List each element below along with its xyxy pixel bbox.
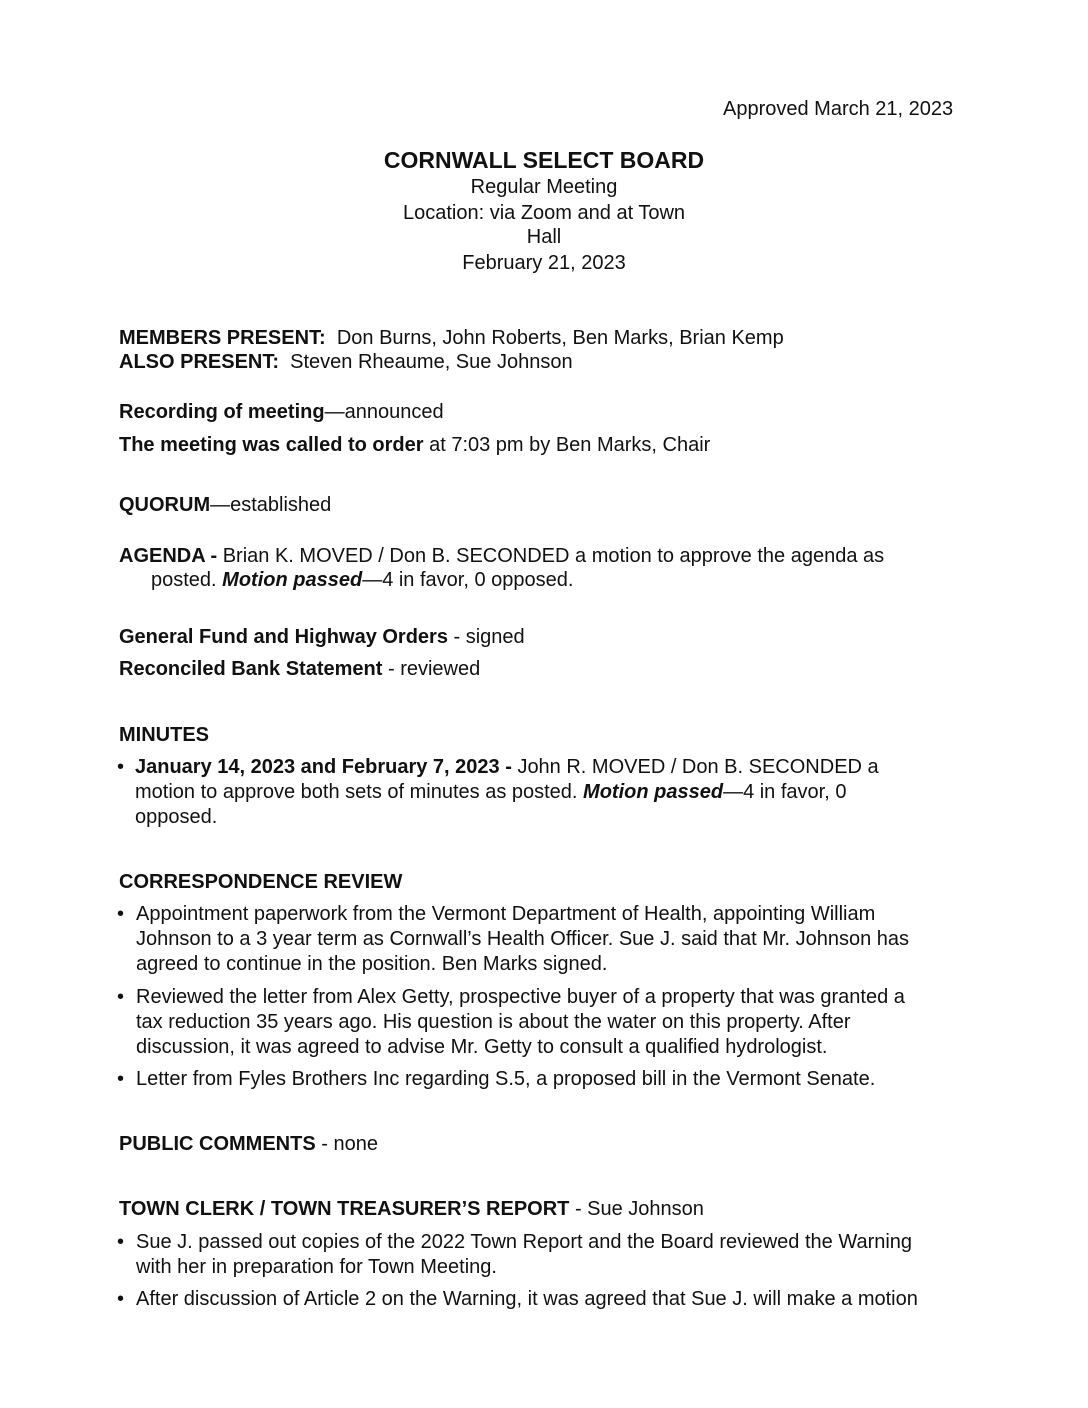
members-present-names: Don Burns, John Roberts, Ben Marks, Brian Kemp bbox=[336, 327, 784, 349]
meeting-location-line1: Location: via Zoom and at Town bbox=[402, 202, 686, 224]
correspondence-item-2-line1: Reviewed the letter from Alex Getty, prospective buyer of a property that was granted a bbox=[136, 986, 905, 1008]
minutes-line1 bbox=[135, 755, 879, 779]
correspondence-item-3-line1: Letter from Fyles Brothers Inc regarding S.5, a proposed bill in the Vermont Senate. bbox=[136, 1068, 876, 1090]
agenda-label: AGENDA - bbox=[119, 545, 223, 567]
minutes-text: John R. MOVED / Don B. SECONDED a bbox=[517, 756, 879, 778]
correspondence-item-1-line1: Appointment paperwork from the Vermont Department of Health, appointing William bbox=[136, 903, 876, 925]
public-comments-item bbox=[119, 1132, 378, 1156]
agenda-item-line2 bbox=[151, 568, 573, 592]
agenda-item-line1 bbox=[119, 544, 884, 568]
minutes-heading: MINUTES bbox=[119, 724, 209, 746]
agenda-text: Brian K. MOVED / Don B. SECONDED a motion to approve the agenda as bbox=[222, 545, 885, 567]
recording-item bbox=[119, 400, 444, 424]
correspondence-item-1-line2: Johnson to a 3 year term as Cornwall’s Health Officer. Sue J. said that Mr. Johnson has bbox=[136, 928, 909, 950]
public-comments-text: - none bbox=[315, 1133, 378, 1155]
meeting-date: February 21, 2023 bbox=[462, 252, 626, 274]
orders-text: - signed bbox=[447, 626, 525, 648]
quorum-item bbox=[119, 493, 331, 517]
agenda-text-line2: posted. bbox=[151, 569, 223, 591]
correspondence-item-2-line2: tax reduction 35 years ago. His question is about the water on this property. After bbox=[136, 1011, 851, 1033]
clerk-report-label: TOWN CLERK / TOWN TREASURER’S REPORT bbox=[119, 1198, 570, 1220]
bank-text: - reviewed bbox=[382, 658, 481, 680]
approval-note: Approved March 21, 2023 bbox=[723, 98, 954, 120]
bullet: • bbox=[117, 1288, 125, 1310]
minutes-line3: opposed. bbox=[135, 806, 218, 828]
bullet: • bbox=[117, 903, 125, 925]
clerk-item-2-line1: After discussion of Article 2 on the Warning, it was agreed that Sue J. will make a motion bbox=[136, 1288, 918, 1310]
agenda-vote: —4 in favor, 0 opposed. bbox=[362, 569, 574, 591]
correspondence-heading: CORRESPONDENCE REVIEW bbox=[119, 871, 403, 893]
orders-item bbox=[119, 625, 525, 649]
call-to-order-text: at 7:03 pm by Ben Marks, Chair bbox=[423, 434, 711, 456]
clerk-item-1-line1: Sue J. passed out copies of the 2022 Town Report and the Board reviewed the Warning bbox=[136, 1231, 913, 1253]
clerk-report-presenter: - Sue Johnson bbox=[569, 1198, 704, 1220]
call-to-order-label: The meeting was called to order bbox=[119, 434, 424, 456]
members-present bbox=[119, 326, 784, 350]
minutes-vote: —4 in favor, 0 bbox=[723, 781, 847, 803]
page-title: CORNWALL SELECT BOARD bbox=[383, 147, 705, 173]
clerk-report-heading bbox=[119, 1197, 704, 1221]
meeting-location-line2: Hall bbox=[526, 226, 562, 248]
recording-text: —announced bbox=[324, 401, 444, 423]
orders-label: General Fund and Highway Orders bbox=[119, 626, 448, 648]
bullet: • bbox=[117, 1068, 125, 1090]
bank-label: Reconciled Bank Statement bbox=[119, 658, 383, 680]
quorum-label: QUORUM bbox=[119, 494, 211, 516]
bullet: • bbox=[117, 756, 125, 778]
minutes-dates-label: January 14, 2023 and February 7, 2023 - bbox=[135, 756, 518, 778]
also-present-names: Steven Rheaume, Sue Johnson bbox=[290, 351, 573, 373]
correspondence-item-2-line3: discussion, it was agreed to advise Mr. Getty to consult a qualified hydrologist. bbox=[136, 1036, 828, 1058]
also-present bbox=[119, 350, 573, 374]
meeting-type: Regular Meeting bbox=[470, 176, 618, 198]
minutes-line2 bbox=[135, 780, 846, 804]
also-present-label: ALSO PRESENT: bbox=[119, 351, 280, 373]
bullet: • bbox=[117, 986, 125, 1008]
recording-label: Recording of meeting bbox=[119, 401, 325, 423]
quorum-text: —established bbox=[210, 494, 332, 516]
bullet: • bbox=[117, 1231, 125, 1253]
call-to-order-item bbox=[119, 433, 710, 457]
minutes-motion-passed: Motion passed bbox=[583, 781, 724, 803]
public-comments-label: PUBLIC COMMENTS bbox=[119, 1133, 316, 1155]
minutes-text-line2: motion to approve both sets of minutes as posted. bbox=[135, 781, 584, 803]
bank-item bbox=[119, 657, 480, 681]
agenda-motion-passed: Motion passed bbox=[222, 569, 363, 591]
members-present-label: MEMBERS PRESENT: bbox=[119, 327, 326, 349]
clerk-item-1-line2: with her in preparation for Town Meeting. bbox=[136, 1256, 497, 1278]
correspondence-item-1-line3: agreed to continue in the position. Ben Marks signed. bbox=[136, 953, 608, 975]
